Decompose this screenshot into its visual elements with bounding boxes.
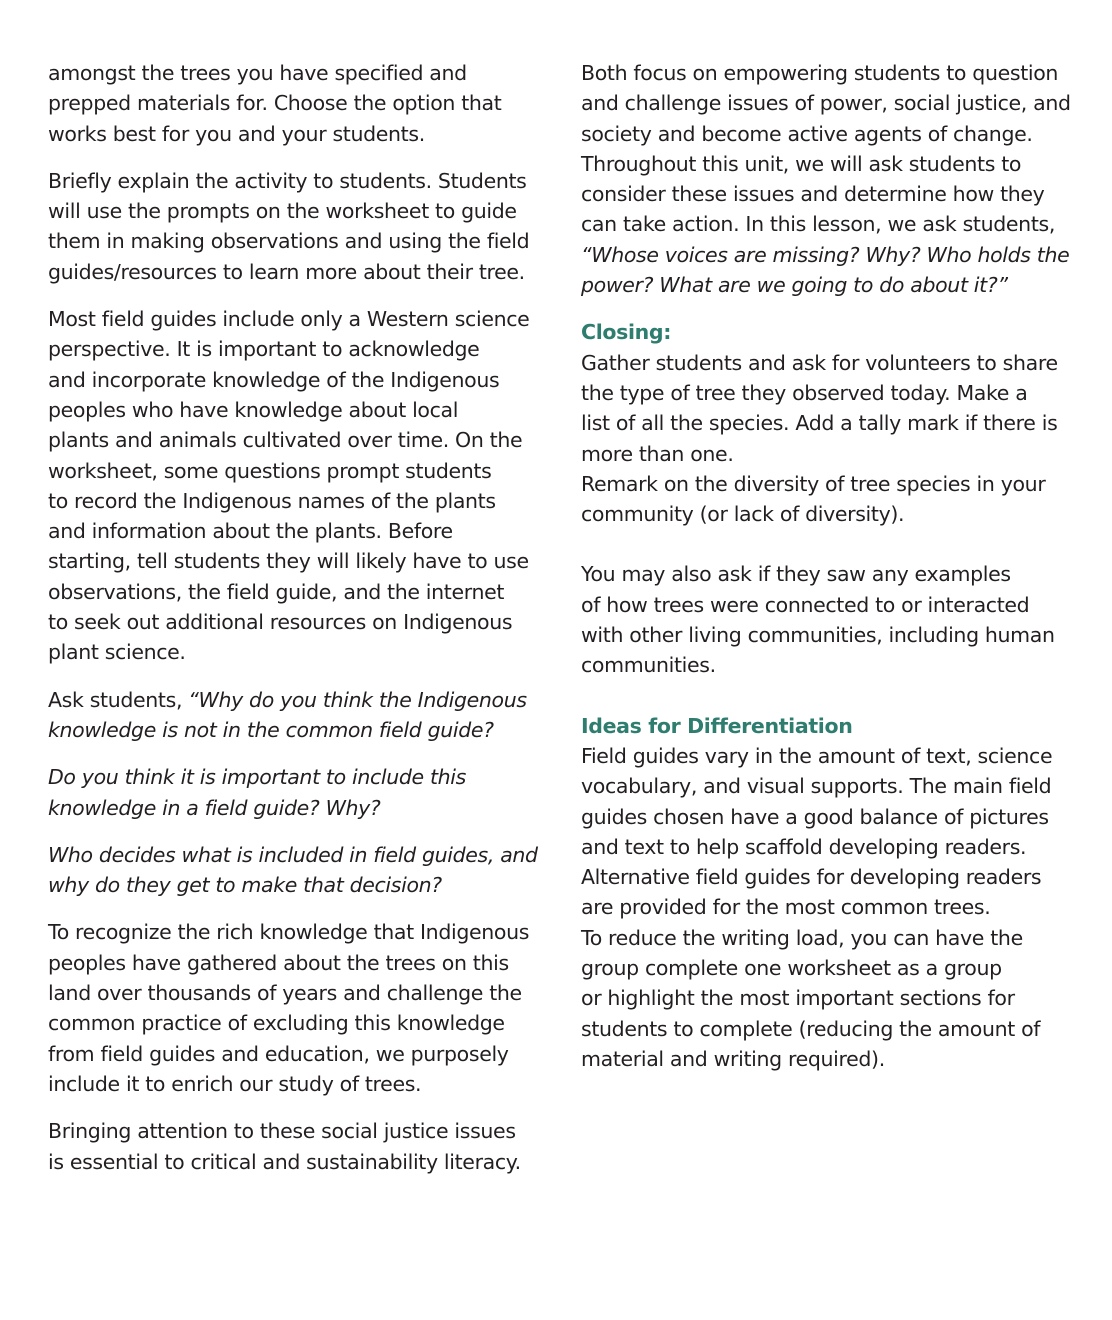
differentiation-heading: Ideas for Differentiation <box>581 713 853 738</box>
paragraph-explain-activity: Briefly explain the activity to students. Students will use the prompts on the worksheet to guide them in making observations and using the field guides/resources to learn more about their tree. <box>48 168 530 284</box>
paragraph-ask-students: Ask students, “Why do you think the Indigenous knowledge is not in the common field guide? <box>48 687 527 742</box>
paragraph-recognize-knowledge: To recognize the rich knowledge that Indigenous peoples have gathered about the trees on this land over thousands of years and challenge the common practice of excluding this knowledge from field guides and education, we purposely include it to enrich our study of trees. <box>48 920 530 1096</box>
differentiation-section: Ideas for Differentiation Field guides vary in the amount of text, science vocabulary, and visual supports. The main field guides chosen have a good balance of pictures and text to help scaffold developing readers. Alternative field guides for developing readers are provided for the most common trees. To reduce the writing load, you can have the group complete one worksheet as a group or highlight the most important sections for students to complete (reducing the amount of material and writing required). <box>581 711 1091 1075</box>
paragraph-question-importance: Do you think it is important to include this knowledge in a field guide? Why? <box>48 765 466 820</box>
paragraph-western-science: Most field guides include only a Western science perspective. It is important to acknowledge and incorporate knowledge of the Indigenous peoples who have knowledge about local plants and animals cultivated over time. On the worksheet, some questions prompt students to record the Indigenous names of the plants and information about the plants. Before starting, tell students they will likely have to use observations, the field guide, and the internet to seek out additional resources on Indigenous plant science. <box>48 307 530 665</box>
closing-section: Closing: Gather students and ask for volunteers to share the type of tree they observed today. Make a list of all the species. Add a tally mark if there is more than one. Remark on the diversity of tree species in your community (or lack of diversity). You may also ask if they saw any examples of how trees were connected to or interacted with other living communities, including human communities. <box>581 317 1091 710</box>
paragraph-social-justice: Bringing attention to these social justice issues is essential to critical and sustainability literacy. <box>48 1119 521 1174</box>
left-column <box>48 58 548 1194</box>
right-column <box>581 58 1091 1091</box>
paragraph-question-who-decides: Who decides what is included in field guides, and why do they get to make that decision? <box>48 842 538 898</box>
paragraph-tree-options: amongst the trees you have specified and prepped materials for. Choose the option that works best for you and your students. <box>48 61 502 146</box>
paragraph-empowering-students: Both focus on empowering students to question and challenge issues of power, social justice, and society and become active agents of change. Throughout this unit, we will ask students to consider these issues and determine how they can take action. In this lesson, we ask students, “Whose voices are missing? Why? Who holds the power? What are we going to do about it?” <box>581 61 1071 298</box>
closing-heading: Closing: <box>581 320 672 345</box>
